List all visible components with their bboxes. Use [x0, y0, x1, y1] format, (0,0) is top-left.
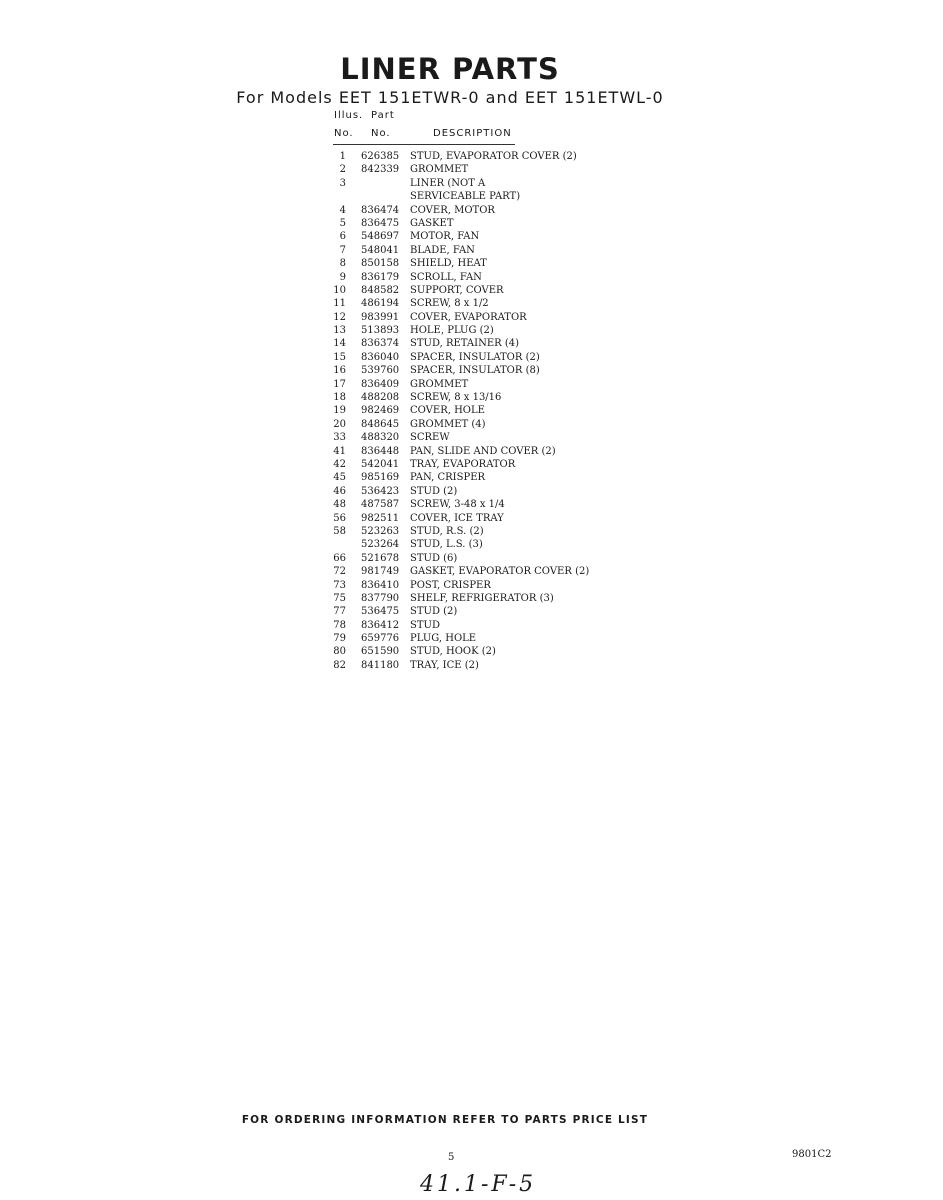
document-code: 9801C2 — [792, 1149, 832, 1160]
description-cell: STUD, HOOK (2) — [410, 646, 496, 658]
part-no-cell: 836409 — [361, 378, 400, 390]
table-row — [0, 257, 700, 270]
table-row — [0, 645, 700, 658]
table-row — [0, 592, 700, 605]
part-no-cell: 659776 — [361, 633, 400, 645]
table-row — [0, 297, 700, 310]
table-row — [0, 605, 700, 618]
table-row — [0, 498, 700, 511]
part-no-cell: 836475 — [361, 217, 400, 229]
description-cell: STUD, EVAPORATOR COVER (2) — [410, 151, 577, 162]
illus-no-cell: 10 — [333, 284, 346, 296]
description-cell: TRAY, ICE (2) — [410, 659, 479, 671]
table-row — [0, 579, 700, 592]
table-row — [0, 230, 700, 243]
illus-no-cell: 42 — [333, 458, 346, 470]
table-row — [0, 471, 700, 484]
description-cell: SCREW — [410, 432, 450, 444]
description-cell: STUD (6) — [410, 552, 458, 564]
part-no-cell: 536423 — [361, 485, 400, 497]
part-no-cell: 548697 — [361, 231, 400, 243]
part-no-cell: 836474 — [361, 204, 400, 216]
description-cell: PLUG, HOLE — [410, 633, 477, 645]
page-number: 5 — [448, 1152, 455, 1163]
parts-table — [0, 150, 700, 672]
table-row — [0, 458, 700, 471]
illus-no-cell: 8 — [339, 258, 346, 270]
illus-no-cell: 58 — [333, 525, 346, 537]
illus-no-cell: 16 — [333, 365, 346, 377]
table-row — [0, 619, 700, 632]
illus-no-cell: 13 — [333, 325, 346, 337]
description-cell: SERVICEABLE PART) — [410, 191, 521, 203]
table-row — [0, 311, 700, 324]
handwritten-note: 41.1-F-5 — [420, 1172, 537, 1197]
part-no-cell: 836040 — [361, 351, 400, 363]
illus-no-cell: 7 — [339, 244, 346, 256]
part-no-cell: 848582 — [361, 284, 400, 296]
description-cell: SCREW, 8 x 1/2 — [410, 298, 489, 310]
part-no-cell: 488320 — [361, 432, 400, 444]
table-row — [0, 324, 700, 337]
page-subtitle: For Models EET 151ETWR-0 and EET 151ETWL-0 — [236, 88, 664, 107]
table-row — [0, 485, 700, 498]
part-no-cell: 487587 — [361, 499, 400, 511]
description-cell: SPACER, INSULATOR (2) — [410, 351, 540, 363]
illus-no-cell: 6 — [339, 231, 346, 243]
table-row — [0, 217, 700, 230]
part-no-cell: 982511 — [361, 512, 400, 524]
illus-no-cell: 78 — [333, 619, 346, 631]
table-row — [0, 659, 700, 672]
table-row — [0, 150, 700, 163]
description-cell: GROMMET — [410, 378, 469, 390]
illus-no-cell: 14 — [333, 338, 346, 350]
description-cell: GROMMET (4) — [410, 418, 486, 430]
description-cell: COVER, HOLE — [410, 405, 485, 417]
description-cell: SUPPORT, COVER — [410, 284, 504, 296]
illus-no-cell: 12 — [333, 311, 346, 323]
description-cell: STUD (2) — [410, 485, 458, 497]
illus-no-cell: 82 — [333, 659, 346, 671]
part-no-cell: 548041 — [361, 244, 400, 256]
table-row — [0, 364, 700, 377]
table-row — [0, 552, 700, 565]
header-description-label: DESCRIPTION — [433, 128, 512, 139]
header-illus-label: Illus. — [334, 110, 364, 121]
illus-no-cell: 48 — [333, 499, 346, 511]
description-cell: LINER (NOT A — [410, 177, 486, 189]
description-cell: STUD, R.S. (2) — [410, 525, 484, 537]
description-cell: STUD — [410, 619, 440, 631]
table-row — [0, 337, 700, 350]
description-cell: STUD (2) — [410, 606, 458, 618]
table-row — [0, 445, 700, 458]
illus-no-cell: 1 — [339, 151, 346, 162]
part-no-cell: 536475 — [361, 606, 400, 618]
description-cell: SCREW, 8 x 13/16 — [410, 392, 502, 404]
illus-no-cell: 3 — [339, 177, 346, 189]
description-cell: HOLE, PLUG (2) — [410, 325, 494, 337]
illus-no-cell: 15 — [333, 351, 346, 363]
description-cell: STUD, RETAINER (4) — [410, 338, 520, 350]
part-no-cell: 513893 — [361, 325, 400, 337]
part-no-cell: 836448 — [361, 445, 400, 457]
table-row — [0, 431, 700, 444]
part-no-cell: 985169 — [361, 472, 400, 484]
part-no-cell: 981749 — [361, 566, 400, 578]
description-cell: COVER, EVAPORATOR — [410, 311, 527, 323]
part-no-cell: 523263 — [361, 525, 400, 537]
description-cell: SCREW, 3-48 x 1/4 — [410, 499, 505, 511]
illus-no-cell: 56 — [333, 512, 346, 524]
description-cell: GASKET — [410, 217, 454, 229]
illus-no-cell: 20 — [333, 418, 346, 430]
illus-no-cell: 5 — [339, 217, 346, 229]
description-cell: SHELF, REFRIGERATOR (3) — [410, 592, 554, 604]
description-cell: COVER, MOTOR — [410, 204, 495, 216]
part-no-cell: 842339 — [361, 164, 400, 176]
part-no-cell: 836412 — [361, 619, 400, 631]
table-row — [0, 525, 700, 538]
illus-no-cell: 73 — [333, 579, 346, 591]
header-no-label-part: No. — [371, 128, 391, 139]
table-row — [0, 190, 700, 203]
illus-no-cell: 77 — [333, 606, 346, 618]
description-cell: SPACER, INSULATOR (8) — [410, 365, 540, 377]
description-cell: BLADE, FAN — [410, 244, 475, 256]
illus-no-cell: 72 — [333, 566, 346, 578]
description-cell: STUD, L.S. (3) — [410, 539, 483, 551]
description-cell: PAN, SLIDE AND COVER (2) — [410, 445, 556, 457]
part-no-cell: 836410 — [361, 579, 400, 591]
part-no-cell: 841180 — [361, 659, 400, 671]
header-rule — [333, 144, 515, 145]
description-cell: POST, CRISPER — [410, 579, 491, 591]
illus-no-cell: 18 — [333, 392, 346, 404]
description-cell: COVER, ICE TRAY — [410, 512, 504, 524]
illus-no-cell: 75 — [333, 592, 346, 604]
illus-no-cell: 66 — [333, 552, 346, 564]
illus-no-cell: 41 — [333, 445, 346, 457]
description-cell: PAN, CRISPER — [410, 472, 486, 484]
part-no-cell: 488208 — [361, 392, 400, 404]
illus-no-cell: 4 — [339, 204, 346, 216]
description-cell: GASKET, EVAPORATOR COVER (2) — [410, 566, 590, 578]
part-no-cell: 521678 — [361, 552, 400, 564]
description-cell: GROMMET — [410, 164, 469, 176]
part-no-cell: 848645 — [361, 418, 400, 430]
illus-no-cell: 33 — [333, 432, 346, 444]
table-row — [0, 632, 700, 645]
part-no-cell: 982469 — [361, 405, 400, 417]
part-no-cell: 850158 — [361, 258, 400, 270]
table-row — [0, 538, 700, 551]
table-row — [0, 204, 700, 217]
part-no-cell: 539760 — [361, 365, 400, 377]
part-no-cell: 836374 — [361, 338, 400, 350]
part-no-cell: 542041 — [361, 458, 400, 470]
illus-no-cell: 45 — [333, 472, 346, 484]
table-row — [0, 177, 700, 190]
part-no-cell: 651590 — [361, 646, 400, 658]
table-row — [0, 351, 700, 364]
part-no-cell: 523264 — [361, 539, 400, 551]
part-no-cell: 626385 — [361, 151, 400, 162]
illus-no-cell: 19 — [333, 405, 346, 417]
table-row — [0, 244, 700, 257]
table-row — [0, 565, 700, 578]
part-no-cell: 836179 — [361, 271, 400, 283]
part-no-cell: 837790 — [361, 592, 400, 604]
table-row — [0, 271, 700, 284]
table-row — [0, 391, 700, 404]
header-part-label: Part — [371, 110, 395, 121]
illus-no-cell: 80 — [333, 646, 346, 658]
illus-no-cell: 9 — [339, 271, 346, 283]
description-cell: SCROLL, FAN — [410, 271, 482, 283]
part-no-cell: 486194 — [361, 298, 400, 310]
description-cell: TRAY, EVAPORATOR — [410, 458, 516, 470]
table-row — [0, 512, 700, 525]
page-title: LINER PARTS — [340, 52, 560, 86]
table-row — [0, 163, 700, 176]
table-row — [0, 418, 700, 431]
header-no-label-illus: No. — [334, 128, 354, 139]
table-row — [0, 378, 700, 391]
table-row — [0, 404, 700, 417]
part-no-cell: 983991 — [361, 311, 400, 323]
illus-no-cell: 2 — [339, 164, 346, 176]
ordering-footer: FOR ORDERING INFORMATION REFER TO PARTS PRICE LIST — [241, 1114, 649, 1126]
illus-no-cell: 11 — [333, 298, 346, 310]
illus-no-cell: 79 — [333, 633, 346, 645]
description-cell: MOTOR, FAN — [410, 231, 480, 243]
description-cell: SHIELD, HEAT — [410, 258, 487, 270]
illus-no-cell: 17 — [333, 378, 346, 390]
illus-no-cell: 46 — [333, 485, 346, 497]
table-row — [0, 284, 700, 297]
